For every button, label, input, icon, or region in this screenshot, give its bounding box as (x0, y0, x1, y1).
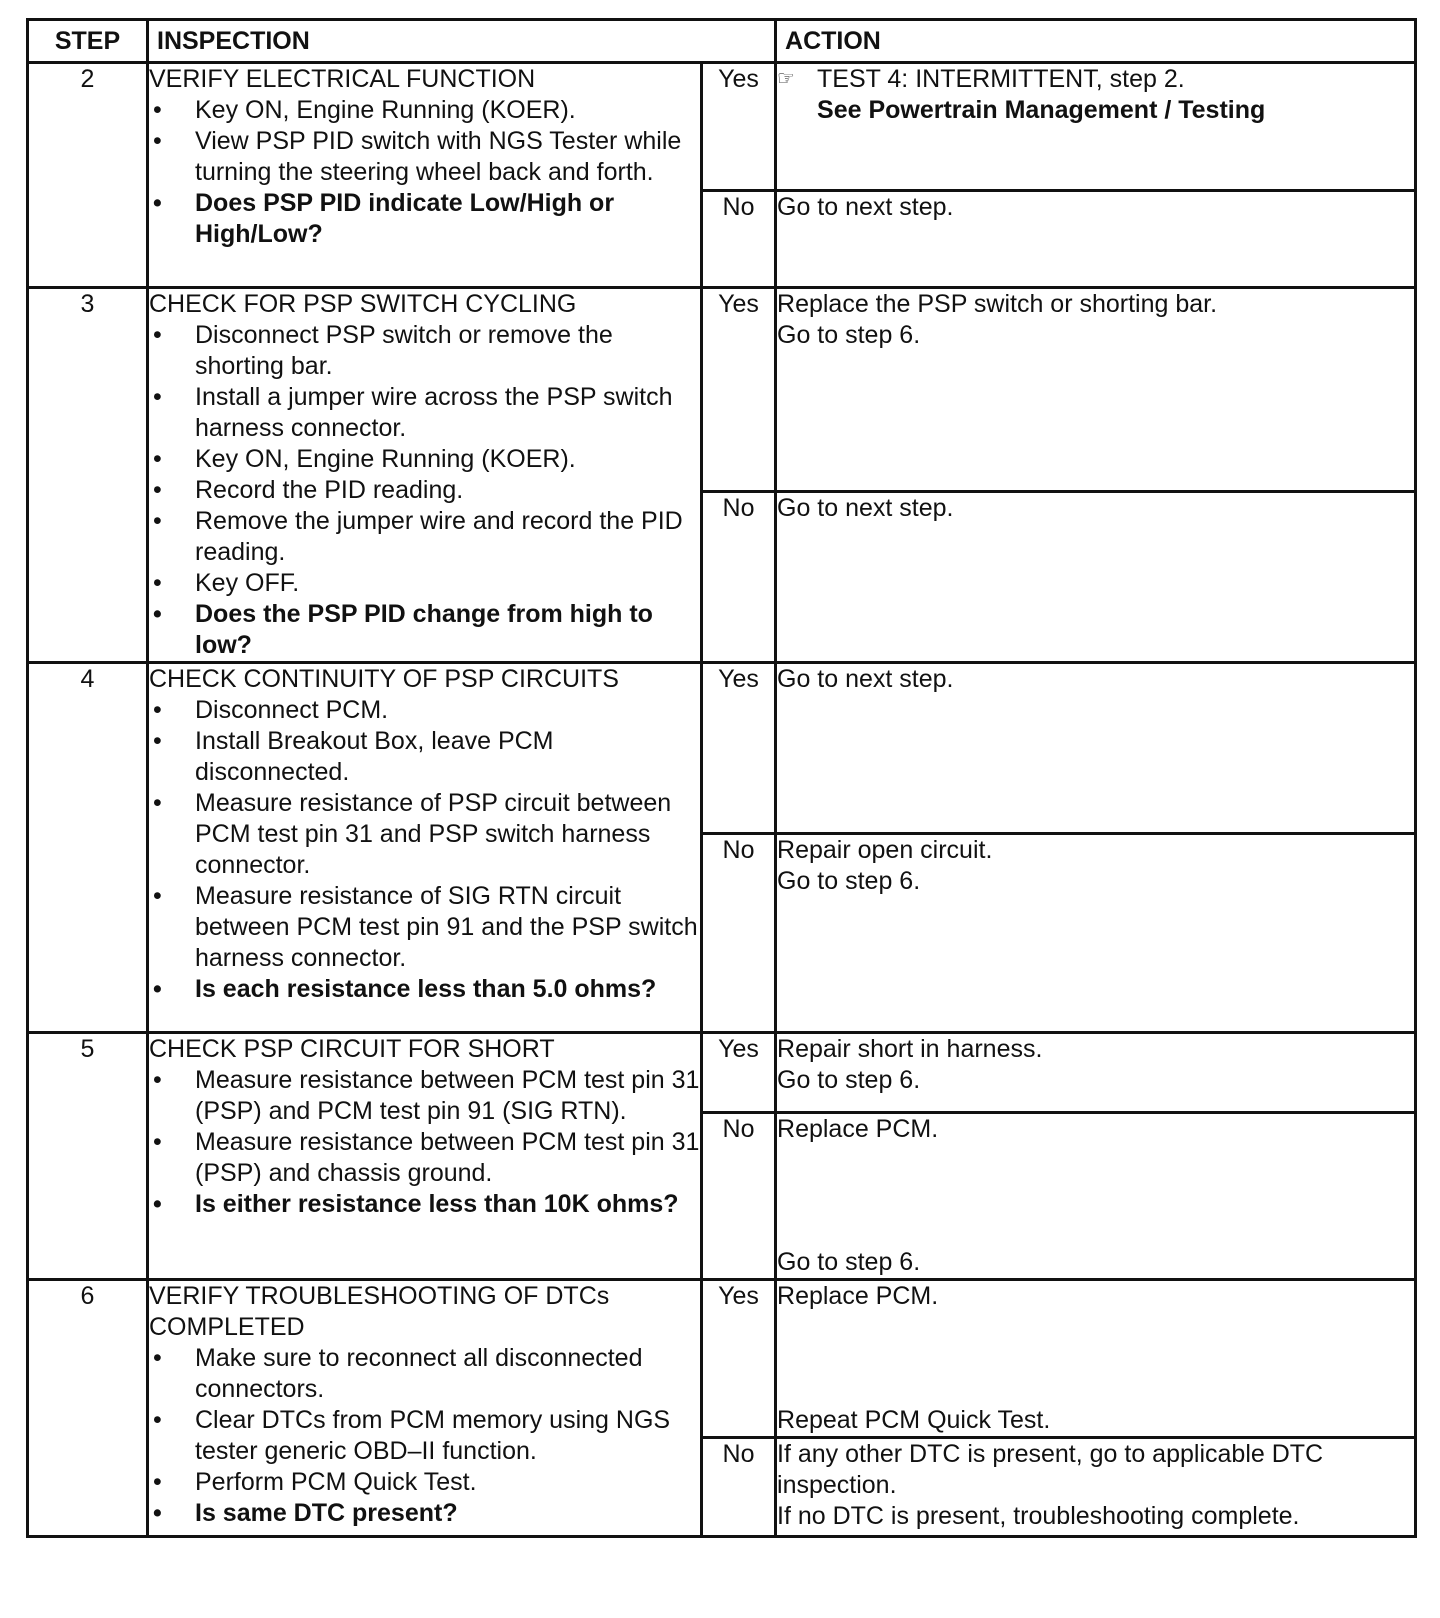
step-number: 2 (28, 63, 148, 288)
inspection-question: • Is each resistance less than 5.0 ohms? (149, 974, 700, 1005)
table-row (28, 663, 1416, 834)
list-item: • Measure resistance of PSP circuit between PCM test pin 31 and PSP switch harness connector. (149, 788, 700, 881)
no-action (776, 1438, 1416, 1537)
list-item: • Clear DTCs from PCM memory using NGS tester generic OBD–II function. (149, 1405, 700, 1467)
yes-action (776, 663, 1416, 834)
inspection-list (149, 95, 700, 250)
inspection-title: CHECK CONTINUITY OF PSP CIRCUITS (149, 665, 619, 693)
inspection-list (149, 695, 700, 1005)
action-text: Go to step 6. (777, 1248, 921, 1276)
inspection-question: • Does the PSP PID change from high to low? (149, 599, 700, 661)
action-text: Go to next step. (777, 665, 954, 693)
no-action (776, 834, 1416, 1033)
list-item: • Install a jumper wire across the PSP switch harness connector. (149, 382, 700, 444)
inspection-question: • Is either resistance less than 10K ohms? (149, 1189, 700, 1220)
action-text: Go to next step. (777, 193, 954, 221)
no-action (776, 191, 1416, 288)
action-text: Replace PCM. (777, 1282, 939, 1310)
action-text: Go to next step. (777, 493, 954, 522)
list-item: • Key ON, Engine Running (KOER). (149, 444, 700, 475)
inspection-title: VERIFY TROUBLESHOOTING OF DTCs COMPLETED (149, 1282, 610, 1341)
header-inspection: INSPECTION (148, 20, 776, 63)
step-number: 4 (28, 663, 148, 1033)
yes-label: Yes (702, 63, 776, 191)
inspection-cell (148, 1033, 702, 1280)
table-row (28, 288, 1416, 492)
inspection-cell (148, 288, 702, 663)
list-item: • View PSP PID switch with NGS Tester while turning the steering wheel back and forth. (149, 126, 700, 188)
inspection-title: VERIFY ELECTRICAL FUNCTION (149, 65, 536, 93)
header-action: ACTION (776, 20, 1416, 63)
list-item: • Disconnect PSP switch or remove the shorting bar. (149, 320, 700, 382)
inspection-title: CHECK FOR PSP SWITCH CYCLING (149, 290, 577, 318)
inspection-title: CHECK PSP CIRCUIT FOR SHORT (149, 1035, 555, 1063)
action-reference: See Powertrain Management / Testing (817, 96, 1266, 124)
no-label: No (702, 191, 776, 288)
list-item: • Record the PID reading. (149, 475, 700, 506)
action-text: If any other DTC is present, go to applicable DTC inspection. (777, 1440, 1324, 1499)
inspection-question: • Is same DTC present? (149, 1498, 700, 1529)
yes-label: Yes (702, 1280, 776, 1438)
action-text: If no DTC is present, troubleshooting complete. (777, 1502, 1300, 1530)
action-text: Go to step 6. (777, 1066, 921, 1094)
table-row (28, 1280, 1416, 1438)
yes-label: Yes (702, 1033, 776, 1113)
table-header-row (28, 20, 1416, 63)
list-item: • Disconnect PCM. (149, 695, 700, 726)
no-action (776, 491, 1416, 662)
step-number: 3 (28, 288, 148, 663)
inspection-cell (148, 63, 702, 288)
no-label: No (702, 1438, 776, 1537)
list-item: • Key ON, Engine Running (KOER). (149, 95, 700, 126)
action-text: Repair open circuit. (777, 836, 993, 864)
action-text: TEST 4: INTERMITTENT, step 2. (817, 65, 1185, 93)
inspection-list (149, 1065, 700, 1220)
action-text: Replace the PSP switch or shorting bar. (777, 290, 1218, 318)
yes-label: Yes (702, 288, 776, 492)
yes-label: Yes (702, 663, 776, 834)
action-text: Go to step 6. (777, 867, 921, 895)
no-action (776, 1113, 1416, 1280)
table-row (28, 63, 1416, 191)
action-text: Repair short in harness. (777, 1035, 1043, 1063)
header-step: STEP (28, 20, 148, 63)
pointing-hand-icon: ☞ (777, 68, 795, 90)
no-label: No (702, 834, 776, 1033)
action-text: Replace PCM. (777, 1115, 939, 1143)
yes-action (776, 1280, 1416, 1438)
inspection-cell (148, 663, 702, 1033)
yes-action (776, 1033, 1416, 1113)
no-label: No (702, 491, 776, 662)
inspection-list (149, 320, 700, 661)
no-label: No (702, 1113, 776, 1280)
action-text: Go to step 6. (777, 321, 921, 349)
inspection-question: • Does PSP PID indicate Low/High or High/Low? (149, 188, 700, 250)
list-item: • Measure resistance of SIG RTN circuit between PCM test pin 91 and the PSP switch harness connector. (149, 881, 700, 974)
inspection-list (149, 1343, 700, 1529)
yes-action (776, 63, 1416, 191)
list-item: • Perform PCM Quick Test. (149, 1467, 700, 1498)
list-item: • Install Breakout Box, leave PCM disconnected. (149, 726, 700, 788)
list-item: • Measure resistance between PCM test pin 31 (PSP) and chassis ground. (149, 1127, 700, 1189)
action-text: Repeat PCM Quick Test. (777, 1406, 1051, 1434)
step-number: 6 (28, 1280, 148, 1537)
list-item: • Make sure to reconnect all disconnected connectors. (149, 1343, 700, 1405)
list-item: • Key OFF. (149, 568, 700, 599)
step-number: 5 (28, 1033, 148, 1280)
table-row (28, 1033, 1416, 1113)
list-item: • Remove the jumper wire and record the PID reading. (149, 506, 700, 568)
list-item: • Measure resistance between PCM test pin 31 (PSP) and PCM test pin 91 (SIG RTN). (149, 1065, 700, 1127)
diagnostic-table (26, 18, 1417, 1538)
yes-action (776, 288, 1416, 492)
inspection-cell (148, 1280, 702, 1537)
